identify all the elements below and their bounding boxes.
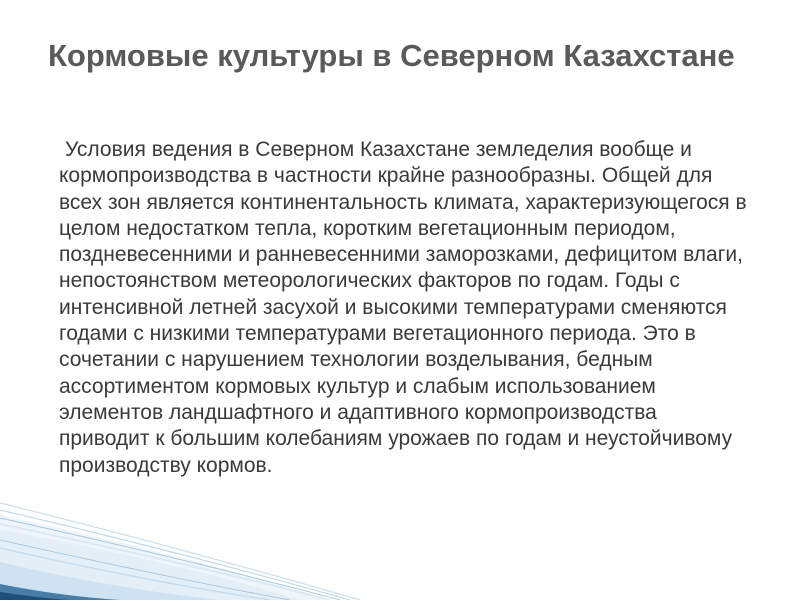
body-paragraph: Условия ведения в Северном Казахстане земледелия вообще и кормопроизводства в частности крайне разнообразны. Общей для всех зон является континентальность климата, характеризующегося в целом недостатком тепла, коротким вегетационным периодом, поздневесенними и ранневесенними заморозками, дефицитом влаги, непостоянством метеорологических факторов по годам. Годы с интенсивной летней засухой и высокими температурами сменяются годами с низкими температурами вегетационного периода. Это в сочетании с нарушением технологии возделывания, бедным ассортиментом кормовых культур и слабым использованием элементов ландшафтного и адаптивного кормопроизводства приводит к большим колебаниям урожаев по годам и неустойчивому производству кормов. (59, 138, 747, 477)
slide-title: Кормовые культуры в Северном Казахстане (48, 38, 735, 73)
